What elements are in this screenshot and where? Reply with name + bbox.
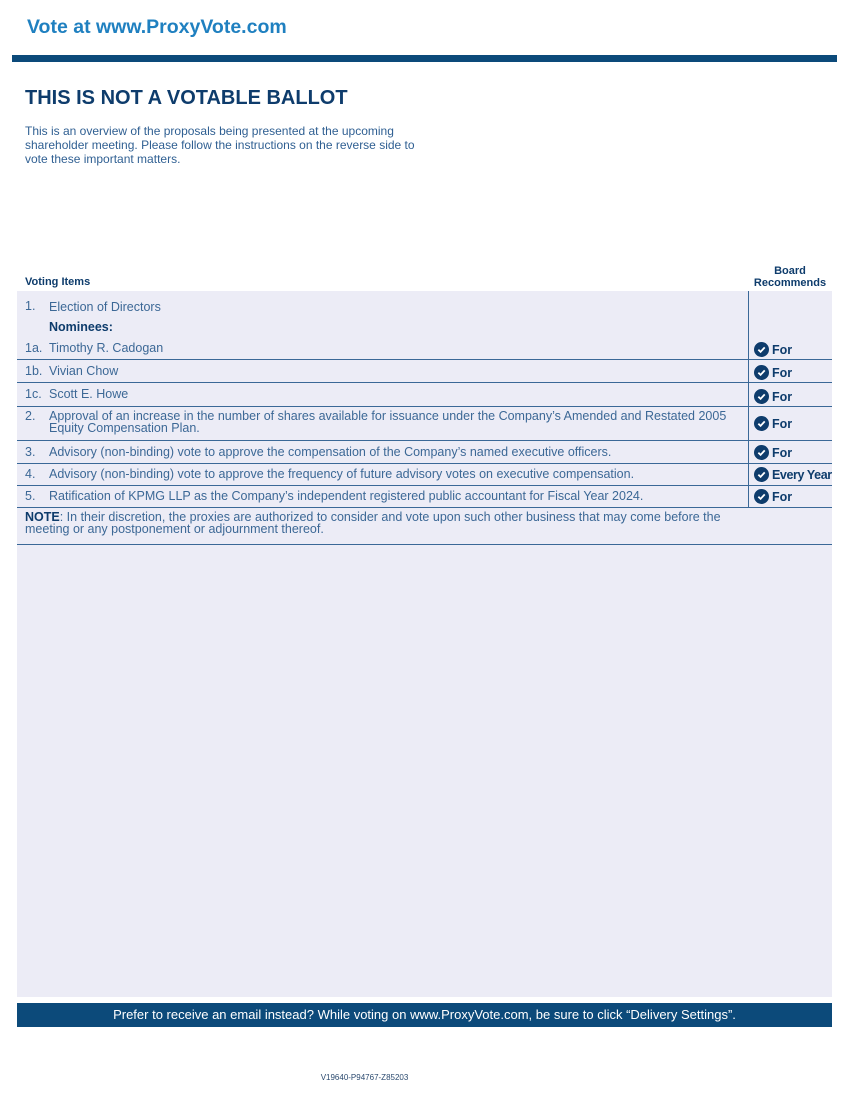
item-number: 2. [25,409,36,423]
recommendation [754,389,792,404]
email-delivery-banner: Prefer to receive an email instead? While voting on www.ProxyVote.com, be sure to click “Delivery Settings”. [17,1003,832,1027]
table-row [17,441,832,464]
check-circle-icon [754,445,769,460]
table-row [17,383,832,407]
table-row [17,407,832,441]
check-circle-icon [754,416,769,431]
recommendation [754,365,792,380]
note-body: : In their discretion, the proxies are authorized to consider and vote upon such other business that may come before the meeting or any postponement or adjournment thereof. [25,510,721,536]
item-text: Election of Directors [49,300,161,314]
item-number: 1. [25,299,36,313]
note-label: NOTE [25,510,60,524]
item-text: Advisory (non-binding) vote to approve the compensation of the Company’s named executive officers. [49,445,612,459]
table-row [17,337,832,360]
proxyvote-header-link[interactable]: Vote at www.ProxyVote.com [27,16,287,38]
item-text: Scott E. Howe [49,387,129,401]
item-text: Advisory (non-binding) vote to approve the frequency of future advisory votes on executive compensation. [49,467,635,481]
recommendation-label: For [772,342,793,357]
intro-text: This is an overview of the proposals being presented at the upcoming shareholder meeting. Please follow the instructions on the reverse side to vote these important matters. [25,124,415,166]
recommendation [754,416,792,431]
item-text: Ratification of KPMG LLP as the Company’s independent registered public accountant for Fiscal Year 2024. [49,489,644,503]
board-recommends-header [748,265,832,289]
page-title: THIS IS NOT A VOTABLE BALLOT [25,87,348,109]
recommendation [754,342,792,357]
item-text: Vivian Chow [49,364,119,378]
item-number: 1b. [25,364,43,378]
board-header-line2: Recommends [753,277,827,289]
recommendation-label: For [772,416,793,431]
note-divider [17,544,832,545]
note-text [25,511,755,535]
recommendation-label: Every Year [772,467,832,482]
table-row [17,464,832,486]
recommendation [754,489,792,504]
recommendation-label: For [772,389,793,404]
document-code: V19640-P94767-Z85203 [320,1073,409,1082]
item-text: Approval of an increase in the number of shares available for issuance under the Company’s Amended and Restated 2005 Equity Compensation Plan. [49,409,727,435]
recommendation-label: For [772,489,793,504]
item-number: 3. [25,445,36,459]
recommendation-label: For [772,365,793,380]
item-number: 5. [25,489,36,503]
header-divider [12,55,837,62]
nominees-label: Nominees: [49,320,113,334]
item-number: 4. [25,467,36,481]
recommendation-label: For [772,445,793,460]
item-text: Timothy R. Cadogan [49,341,164,355]
table-row [17,360,832,383]
recommendation [754,467,832,482]
recommendation [754,445,792,460]
table-row [17,486,832,508]
voting-items-header: Voting Items [25,276,91,288]
check-circle-icon [754,489,769,504]
check-circle-icon [754,467,769,482]
check-circle-icon [754,365,769,380]
item-number: 1a. [25,341,43,355]
check-circle-icon [754,389,769,404]
check-circle-icon [754,342,769,357]
board-header-line1: Board [774,265,806,277]
item-number: 1c. [25,387,42,401]
